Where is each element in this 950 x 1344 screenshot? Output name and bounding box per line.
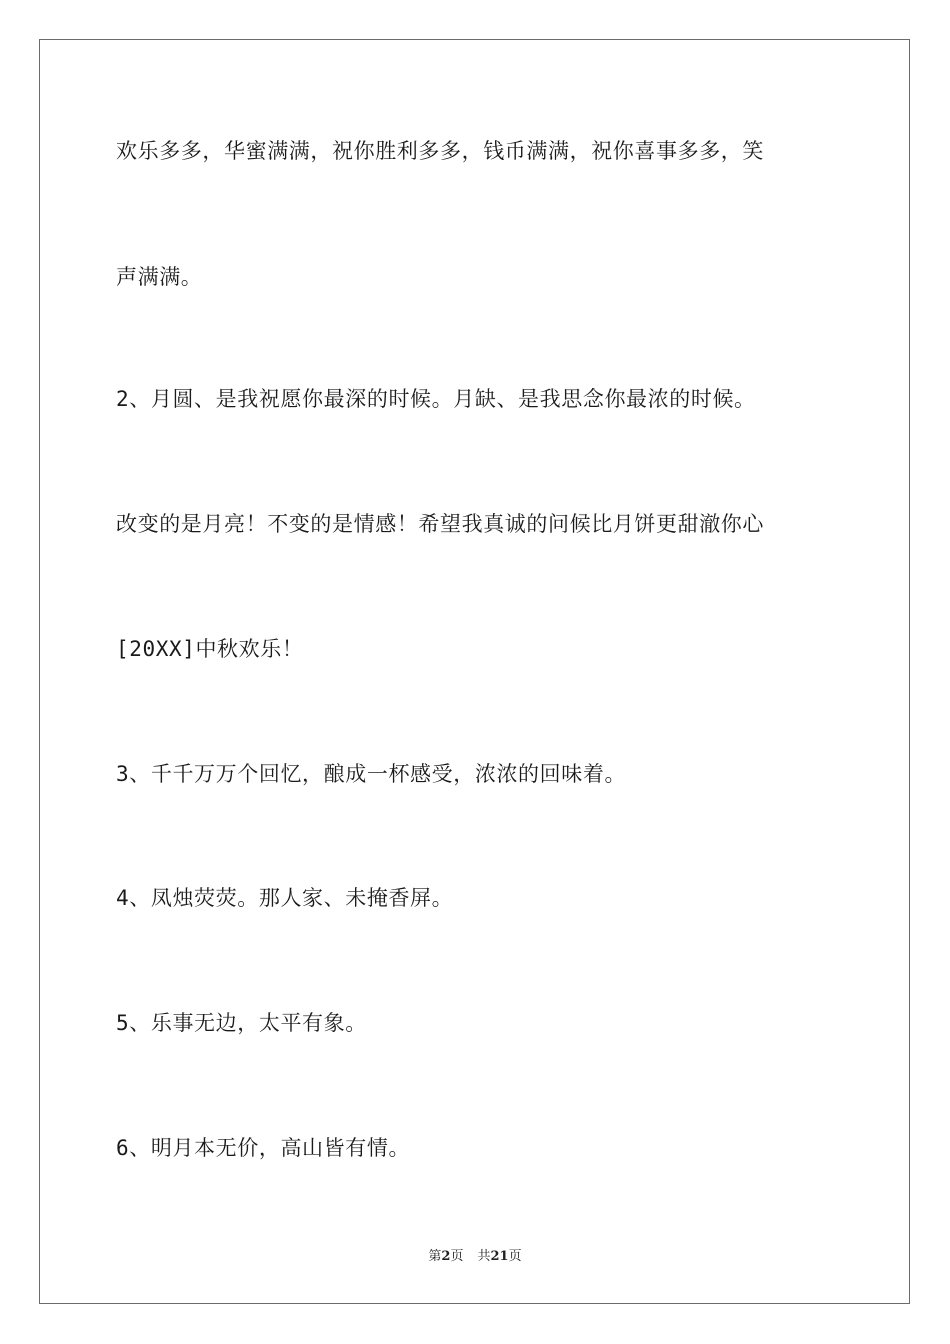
text-line-9: 6、明月本无价，高山皆有情。	[116, 1136, 411, 1160]
text-line-8: 5、乐事无边，太平有象。	[116, 1011, 367, 1035]
text-line-4: 改变的是月亮！不变的是情感！希望我真诚的问候比月饼更甜澈你心	[116, 512, 764, 536]
text-line-2: 声满满。	[116, 265, 203, 289]
text-line-3: 2、月圆、是我祝愿你最深的时候。月缺、是我思念你最浓的时候。	[116, 387, 756, 411]
total-suffix: 页	[508, 1249, 522, 1264]
text-line-7: 4、凤烛荧荧。那人家、未掩香屏。	[116, 886, 454, 910]
page-suffix: 页	[450, 1249, 464, 1264]
text-line-5: [20XX]中秋欢乐！	[116, 637, 304, 661]
current-page-number: 2	[441, 1249, 451, 1264]
total-page-number: 21	[490, 1249, 509, 1264]
page-frame	[39, 39, 910, 1304]
text-line-6: 3、千千万万个回忆，酿成一杯感受，浓浓的回味着。	[116, 762, 627, 786]
text-line-1: 欢乐多多，华蜜满满，祝你胜利多多，钱币满满，祝你喜事多多，笑	[116, 139, 764, 163]
page-prefix: 第	[428, 1249, 442, 1264]
page-footer	[0, 1248, 950, 1266]
total-prefix: 共	[477, 1249, 491, 1264]
